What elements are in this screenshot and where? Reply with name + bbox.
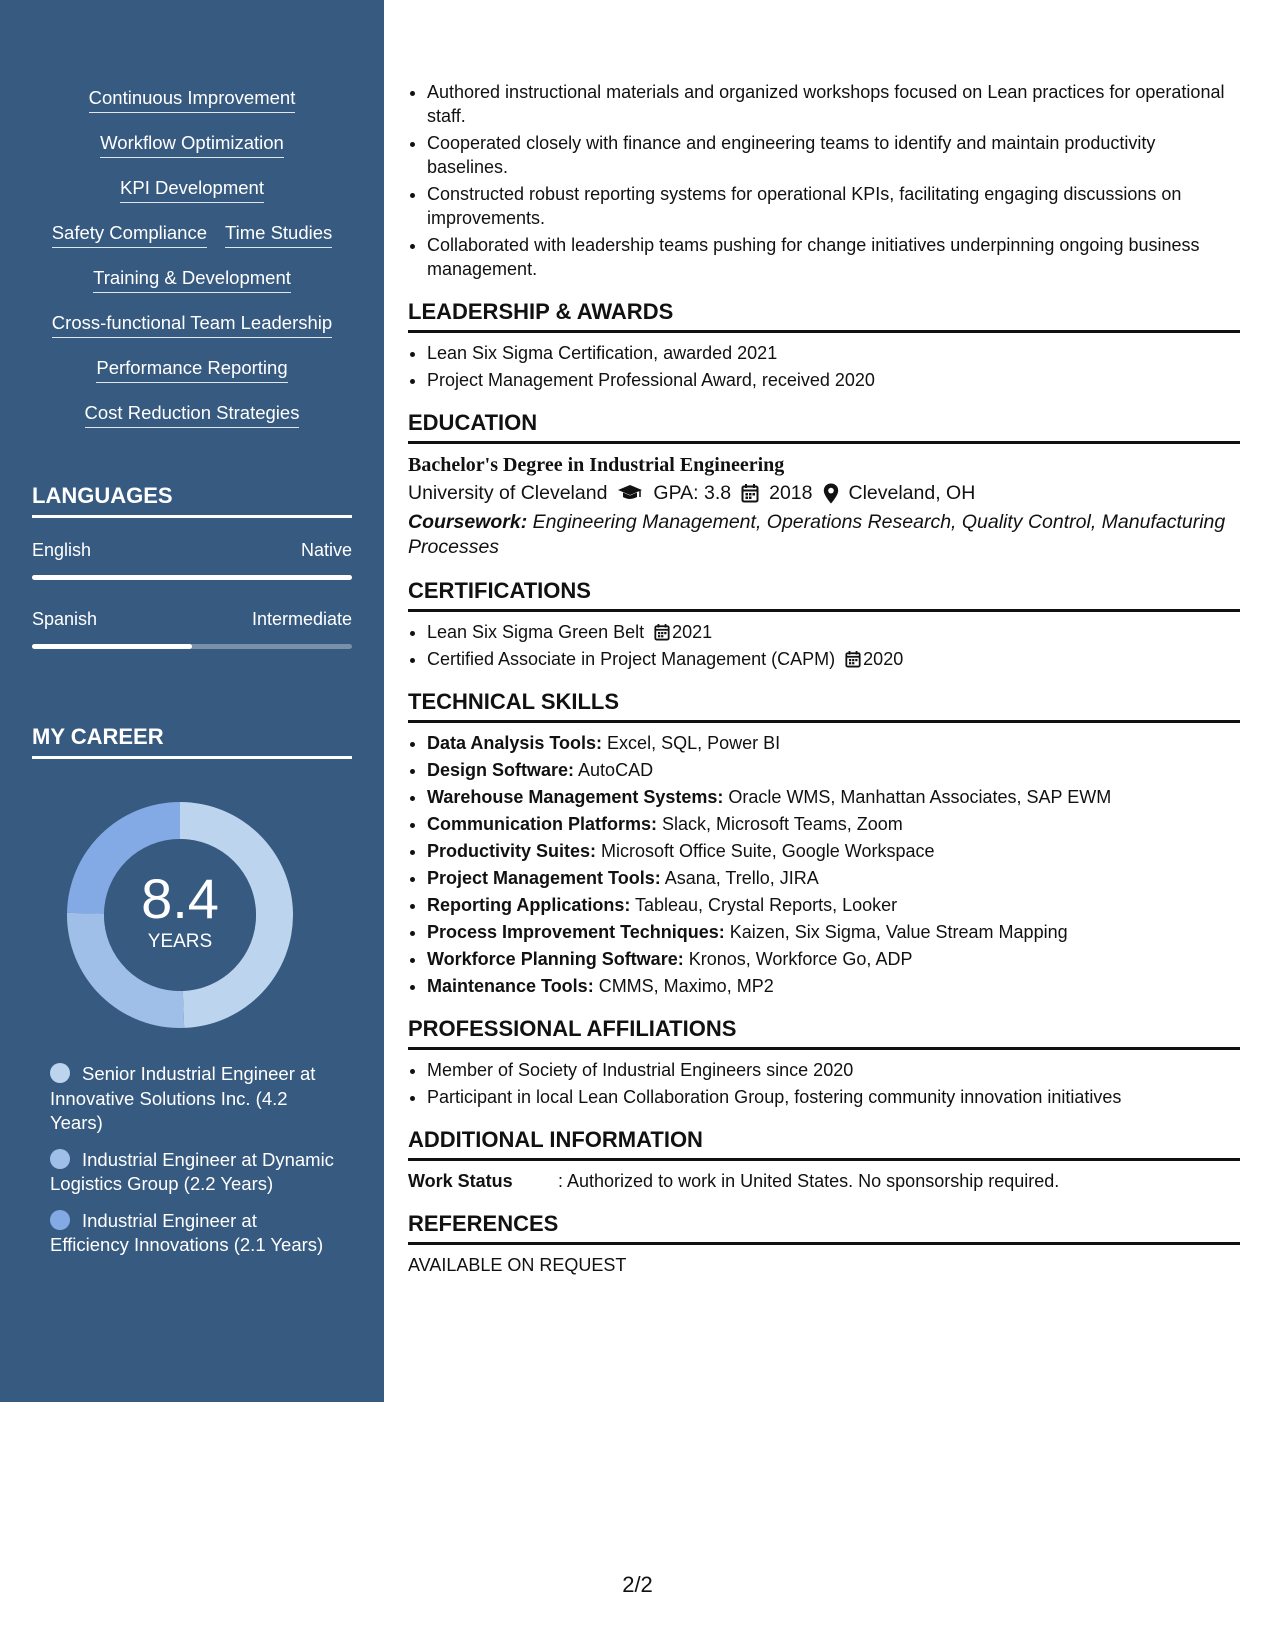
career-item bbox=[50, 1148, 340, 1197]
skill-row bbox=[0, 266, 384, 311]
skill-category-label: Warehouse Management Systems: bbox=[427, 787, 724, 807]
language-name: Spanish bbox=[32, 609, 98, 629]
career-dot-icon bbox=[50, 1149, 70, 1169]
career-list bbox=[50, 1062, 340, 1270]
sidebar bbox=[0, 0, 384, 1402]
list-item: • Authored instructional materials and organized workshops focused on Lean practices for operational staff. bbox=[427, 80, 1240, 128]
list-item: • Participant in local Lean Collaboration Group, fostering community innovation initiatives bbox=[427, 1085, 1240, 1109]
language-english bbox=[32, 540, 352, 580]
skill-category-label: Maintenance Tools: bbox=[427, 976, 594, 996]
skill-category-value: Microsoft Office Suite, Google Workspace bbox=[596, 841, 935, 861]
education-coursework bbox=[408, 510, 1240, 560]
skill-tag: Training & Development bbox=[93, 266, 291, 293]
career-unit: YEARS bbox=[147, 931, 213, 952]
coursework-label: Coursework: bbox=[408, 511, 528, 533]
language-name: English bbox=[32, 540, 92, 560]
affiliations-heading: PROFESSIONAL AFFILIATIONS bbox=[408, 1016, 1240, 1050]
certification-year: 2020 bbox=[863, 649, 904, 669]
skill-category-value: Asana, Trello, JIRA bbox=[660, 868, 819, 888]
main-content bbox=[408, 80, 1240, 1277]
skill-category-value: Excel, SQL, Power BI bbox=[602, 733, 781, 753]
skill-row bbox=[0, 401, 384, 446]
skill-category-label: Workforce Planning Software: bbox=[427, 949, 684, 969]
list-item: • Collaborated with leadership teams pushing for change initiatives underpinning ongoing business management. bbox=[427, 233, 1240, 281]
page-number: 2/2 bbox=[622, 1572, 653, 1597]
work-status-row bbox=[408, 1169, 1240, 1193]
skill-row bbox=[0, 131, 384, 176]
work-status-value: : Authorized to work in United States. No sponsorship required. bbox=[558, 1171, 1060, 1191]
technical-skills-heading: TECHNICAL SKILLS bbox=[408, 689, 1240, 723]
skill-category-label: Communication Platforms: bbox=[427, 814, 658, 834]
skill-category-label: Design Software: bbox=[427, 760, 575, 780]
certifications-heading: CERTIFICATIONS bbox=[408, 578, 1240, 612]
additional-info-heading: ADDITIONAL INFORMATION bbox=[408, 1127, 1240, 1161]
career-dot-icon bbox=[50, 1210, 70, 1230]
skill-row bbox=[0, 86, 384, 131]
coursework-text: Engineering Management, Operations Research, Quality Control, Manufacturing Processes bbox=[408, 511, 1226, 558]
education-school: University of Cleveland bbox=[408, 482, 608, 504]
career-item-text: Industrial Engineer at Efficiency Innovations (2.1 Years) bbox=[50, 1209, 324, 1255]
career-item-text: Senior Industrial Engineer at Innovative Solutions Inc. (4.2 Years) bbox=[50, 1063, 316, 1133]
language-level: Native bbox=[300, 540, 352, 560]
calendar-icon bbox=[741, 483, 759, 503]
list-item bbox=[427, 620, 1240, 644]
education-year: 2018 bbox=[769, 482, 813, 504]
skill-category-value: Slack, Microsoft Teams, Zoom bbox=[657, 814, 903, 834]
list-item bbox=[427, 758, 1240, 782]
skill-tag: Cost Reduction Strategies bbox=[85, 401, 300, 428]
skill-tag: Cross-functional Team Leadership bbox=[52, 311, 332, 338]
skill-category-label: Reporting Applications: bbox=[427, 895, 631, 915]
skill-tag: KPI Development bbox=[120, 176, 264, 203]
skill-category-label: Productivity Suites: bbox=[427, 841, 597, 861]
experience-bullets bbox=[408, 80, 1240, 281]
career-heading: MY CAREER bbox=[32, 724, 352, 759]
skill-tag: Workflow Optimization bbox=[100, 131, 284, 158]
language-bar bbox=[32, 575, 352, 580]
calendar-icon bbox=[654, 623, 670, 641]
list-item bbox=[427, 947, 1240, 971]
list-item: • Cooperated closely with finance and engineering teams to identify and maintain productivity baselines. bbox=[427, 131, 1240, 179]
work-status-label: Work Status bbox=[408, 1171, 513, 1191]
language-bar-fill bbox=[32, 644, 192, 649]
career-donut-center bbox=[67, 802, 293, 1028]
certification-name: Certified Associate in Project Management (CAPM) bbox=[427, 649, 836, 669]
skill-category-value: Tableau, Crystal Reports, Looker bbox=[630, 895, 898, 915]
skill-category-label: Process Improvement Techniques: bbox=[427, 922, 725, 942]
education-gpa: GPA: 3.8 bbox=[653, 482, 732, 504]
education-details bbox=[408, 478, 1240, 508]
education-degree: Bachelor's Degree in Industrial Engineering bbox=[408, 454, 785, 476]
career-donut-chart bbox=[67, 802, 293, 1028]
list-item: • Project Management Professional Award, received 2020 bbox=[427, 368, 1240, 392]
list-item bbox=[427, 812, 1240, 836]
language-level: Intermediate bbox=[251, 609, 352, 629]
skill-tag: Performance Reporting bbox=[96, 356, 287, 383]
list-item: • Member of Society of Industrial Engineers since 2020 bbox=[427, 1058, 1240, 1082]
career-total-years: 8.4 bbox=[141, 867, 219, 930]
list-item bbox=[427, 731, 1240, 755]
skill-row bbox=[0, 221, 384, 266]
technical-skills-list bbox=[408, 731, 1240, 998]
language-bar-fill bbox=[32, 575, 352, 580]
skill-category-label: Project Management Tools: bbox=[427, 868, 661, 888]
certification-name: Lean Six Sigma Green Belt bbox=[427, 622, 645, 642]
list-item bbox=[427, 974, 1240, 998]
career-dot-icon bbox=[50, 1063, 70, 1083]
languages-heading: LANGUAGES bbox=[32, 483, 352, 518]
skill-category-value: Oracle WMS, Manhattan Associates, SAP EWM bbox=[723, 787, 1112, 807]
certification-year: 2021 bbox=[672, 622, 713, 642]
references-text: AVAILABLE ON REQUEST bbox=[408, 1255, 627, 1275]
education-location: Cleveland, OH bbox=[848, 482, 976, 504]
skill-row bbox=[0, 176, 384, 221]
list-item bbox=[427, 920, 1240, 944]
skill-tag: Continuous Improvement bbox=[89, 86, 296, 113]
graduation-cap-icon bbox=[617, 484, 643, 502]
skill-category-value: AutoCAD bbox=[574, 760, 654, 780]
language-bar bbox=[32, 644, 352, 649]
skills-list bbox=[0, 86, 384, 446]
list-item: • Lean Six Sigma Certification, awarded 2021 bbox=[427, 341, 1240, 365]
list-item: • Constructed robust reporting systems for operational KPIs, facilitating engaging discussions on improvements. bbox=[427, 182, 1240, 230]
skill-tag: Safety Compliance bbox=[52, 221, 207, 248]
education-heading: EDUCATION bbox=[408, 410, 1240, 444]
list-item bbox=[427, 647, 1240, 671]
list-item bbox=[427, 839, 1240, 863]
skill-category-value: Kaizen, Six Sigma, Value Stream Mapping bbox=[724, 922, 1068, 942]
skill-category-value: Kronos, Workforce Go, ADP bbox=[683, 949, 913, 969]
list-item bbox=[427, 785, 1240, 809]
skill-row bbox=[0, 356, 384, 401]
career-item-text: Industrial Engineer at Dynamic Logistics Group (2.2 Years) bbox=[50, 1148, 334, 1194]
leadership-heading: LEADERSHIP & AWARDS bbox=[408, 299, 1240, 333]
list-item bbox=[427, 893, 1240, 917]
list-item bbox=[427, 866, 1240, 890]
affiliations-list bbox=[408, 1058, 1240, 1109]
career-item bbox=[50, 1209, 340, 1258]
references-heading: REFERENCES bbox=[408, 1211, 1240, 1245]
calendar-icon bbox=[845, 650, 861, 668]
skill-category-label: Data Analysis Tools: bbox=[427, 733, 603, 753]
location-pin-icon bbox=[823, 483, 839, 504]
certifications-list bbox=[408, 620, 1240, 671]
skill-category-value: CMMS, Maximo, MP2 bbox=[593, 976, 774, 996]
leadership-list bbox=[408, 341, 1240, 392]
skill-row bbox=[0, 311, 384, 356]
language-spanish bbox=[32, 609, 352, 649]
career-item bbox=[50, 1062, 340, 1136]
skill-tag: Time Studies bbox=[225, 221, 332, 248]
